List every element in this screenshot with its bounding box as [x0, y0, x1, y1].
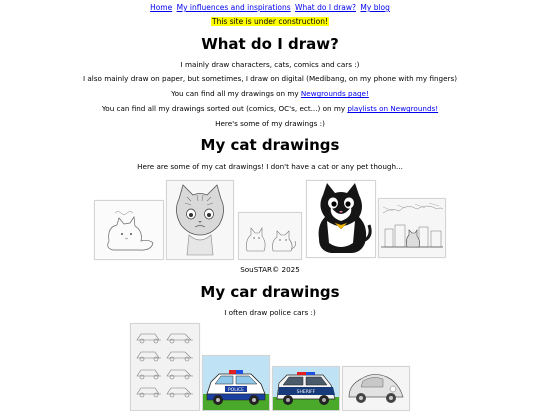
cat-drawing-4[interactable]	[306, 180, 376, 258]
cat-drawings-text: Here are some of my cat drawings! I don't have a cat or any pet though...	[137, 162, 403, 171]
nav-link-what-do-i-draw[interactable]: What do I draw?	[295, 3, 357, 12]
car-drawing-3[interactable]	[272, 366, 340, 411]
intro-line-3-text: You can find all my drawings on my	[171, 89, 301, 98]
black-cat-drawing	[307, 181, 375, 257]
cat-drawing-5[interactable]	[378, 198, 446, 258]
cat-drawing-3[interactable]	[238, 212, 302, 260]
intro-line-4	[0, 104, 540, 114]
intro-line-2: I also mainly draw on paper, but sometimes, I draw on digital (Medibang, on my phone with my fingers)	[82, 74, 458, 83]
beetle-car-sketch	[343, 367, 409, 410]
police-badge-text: POLICE	[227, 388, 245, 393]
car-drawings-heading: My car drawings	[200, 283, 340, 301]
sheriff-badge-text: SHERIFF	[296, 390, 316, 395]
car-drawings-text: I often draw police cars :)	[224, 308, 316, 317]
nav-link-influences[interactable]: My influences and inspirations	[176, 3, 291, 12]
page-title: What do I draw?	[201, 35, 339, 53]
city-cat-sketch	[379, 199, 445, 257]
intro-line-1: I mainly draw characters, cats, comics and cars :)	[180, 60, 360, 69]
top-nav	[0, 3, 540, 13]
car-sketches-sheet	[131, 324, 199, 410]
cat-drawing-1[interactable]	[94, 200, 164, 260]
nav-link-blog[interactable]: My blog	[360, 3, 390, 12]
cat-drawing-2[interactable]	[166, 180, 234, 260]
cat-sketch-lying	[95, 201, 163, 259]
car-drawing-2[interactable]	[202, 355, 270, 411]
copyright-caption: SouSTAR© 2025	[240, 265, 300, 274]
car-drawing-4[interactable]	[342, 366, 410, 411]
cat-sketch-portrait	[167, 181, 233, 259]
two-cats-sketch	[239, 213, 301, 259]
construction-banner	[0, 17, 540, 27]
intro-line-5: Here's some of my drawings :)	[215, 119, 325, 128]
sheriff-suv-drawing	[273, 367, 339, 410]
intro-line-4-text: You can find all my drawings sorted out (comics, OC's, ect...) on my	[101, 104, 348, 113]
car-drawing-1[interactable]	[130, 323, 200, 411]
nav-link-home[interactable]: Home	[150, 3, 173, 12]
police-car-cartoon	[203, 356, 269, 410]
cat-drawings-heading: My cat drawings	[200, 136, 340, 154]
intro-line-3	[0, 89, 540, 99]
newgrounds-page-link[interactable]: Newgrounds page!	[300, 89, 369, 98]
newgrounds-playlists-link[interactable]: playlists on Newgrounds!	[347, 104, 439, 113]
construction-banner-text: This site is under construction!	[211, 17, 328, 26]
